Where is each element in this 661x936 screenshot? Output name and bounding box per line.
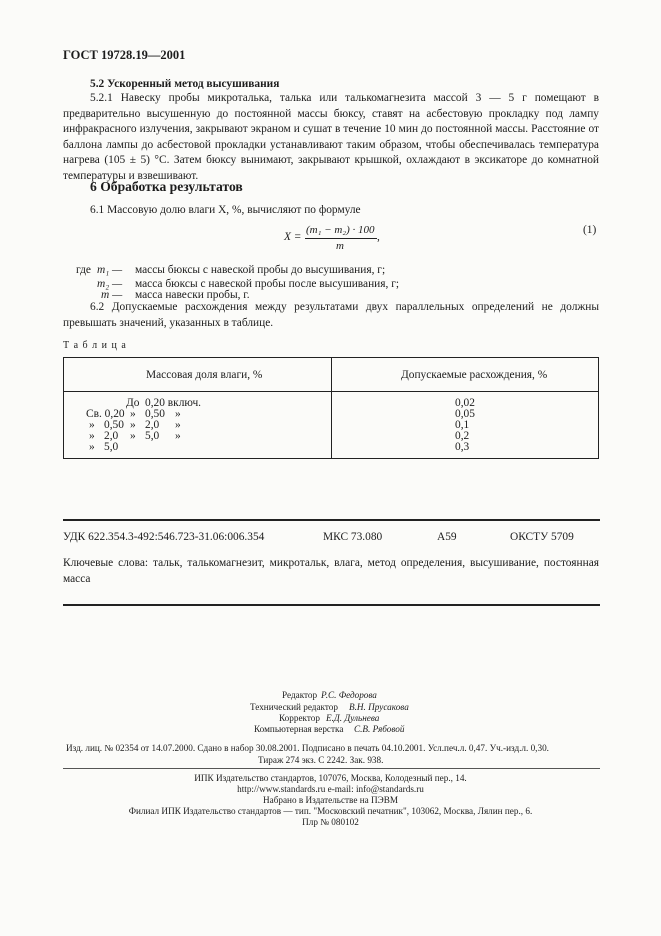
group-code: А59: [437, 531, 457, 543]
table-cell: »: [175, 408, 181, 420]
table-cell: 0,50: [104, 419, 124, 431]
table-cell-value: 0,3: [455, 441, 470, 453]
corrector-label: Корректор: [279, 713, 320, 723]
table-row: »: [89, 430, 95, 442]
section-5-2-title: 5.2 Ускоренный метод высушивания: [90, 78, 280, 90]
paragraph-5-2-1: 5.2.1 Навеску пробы микроталька, талька или талькомагнезита массой 3 — 5 г помещают в предварительно высушенную до постоянной массы бюксу, ставят на асбестовую прокладку под лампу инфракрасного излучения, закрывают экраном и сушат в течение 10 мин до постоянной массы. Расстояние от баллона лампы до асбестовой прокладки устанавливают таким образом, чтобы обеспечивалась температура нагрева (105 ± 5) °С. Затем бюксу вынимают, закрывают крышкой, охлаждают в эксикаторе до комнатной температуры и взвешивают.: [63, 92, 599, 182]
editor-label: Редактор: [282, 690, 318, 700]
udk-code: УДК 622.354.3-492:546.723-31.06:006.354: [63, 531, 265, 543]
corrector-name: Е.Д. Дульнева: [326, 713, 380, 723]
publisher-plr: Плр № 080102: [302, 817, 359, 827]
table-cell-value: 0,2: [455, 430, 470, 442]
table-cell-value: 0,05: [455, 408, 475, 420]
imprint-rule: [63, 768, 600, 769]
formula-comma: ,: [377, 231, 380, 243]
paragraph-6-2: 6.2 Допускаемые расхождения между результатами двух параллельных определений не должны превышать значений, указанных в таблице.: [63, 301, 599, 329]
fraction-bar: [305, 238, 377, 239]
table-cell-value: 0,02: [455, 397, 475, 409]
table-cell: »: [130, 419, 136, 431]
table-header-tolerance: Допускаемые расхождения, %: [401, 369, 548, 381]
table-cell: 5,0: [145, 430, 160, 442]
table-cell: 5,0: [104, 441, 119, 453]
table-cell: »: [130, 430, 136, 442]
table-cell: 2,0: [104, 430, 119, 442]
table-cell: »: [175, 430, 181, 442]
where-text-m1: массы бюксы с навеской пробы до высушивания, г;: [135, 264, 386, 276]
publisher-typeset: Набрано в Издательстве на ПЭВМ: [262, 795, 399, 805]
table-cell: »: [175, 419, 181, 431]
table-row: До: [126, 397, 140, 409]
keywords: Ключевые слова: тальк, талькомагнезит, микротальк, влага, метод определения, высушивание, постоянная масса: [63, 557, 599, 585]
table-cell: 0,50: [145, 408, 165, 420]
okstu-code: ОКСТУ 5709: [510, 531, 574, 543]
layout-label: Компьютерная верстка: [254, 724, 344, 734]
table-header-moisture: Массовая доля влаги, %: [146, 369, 263, 381]
formula-number: (1): [583, 224, 597, 236]
formula-denominator: m: [336, 240, 344, 252]
where-symbol-m: m —: [101, 289, 123, 301]
table-cell-value: 0,1: [455, 419, 470, 431]
mks-code: МКС 73.080: [323, 531, 383, 543]
publisher-branch: Филиал ИПК Издательство стандартов — тип. "Московский печатник", 103062, Москва, Лялин пер., 6.: [128, 806, 533, 816]
where-prefix: где: [76, 264, 91, 276]
paragraph-6-1: 6.1 Массовую долю влаги X, %, вычисляют по формуле: [90, 204, 361, 216]
table-caption: Т а б л и ц а: [63, 340, 127, 351]
tech-editor-name: В.Н. Прусакова: [349, 702, 409, 712]
table-row: Св. 0,20: [86, 408, 125, 420]
layout-name: С.В. Рябовой: [354, 724, 405, 734]
table-cell: 0,20 включ.: [145, 397, 202, 409]
publisher-web: http://www.standards.ru e-mail: info@standards.ru: [237, 784, 424, 794]
top-rule: [63, 519, 600, 521]
section-6-title: 6 Обработка результатов: [90, 179, 243, 194]
table-cell: 2,0: [145, 419, 160, 431]
where-text-m: масса навески пробы, г.: [135, 289, 250, 301]
imprint-print-run: Тираж 274 экз. С 2242. Зак. 938.: [258, 755, 384, 765]
formula-lhs: X =: [284, 231, 302, 243]
where-symbol-m1: m₁ —: [97, 264, 123, 276]
document-header: ГОСТ 19728.19—2001: [63, 48, 186, 62]
imprint-license: Изд. лиц. № 02354 от 14.07.2000. Сдано в набор 30.08.2001. Подписано в печать 04.10.2001. Усл.печ.л. 0,47. Уч.-изд.л. 0,30.: [66, 743, 549, 753]
where-symbol-m2: m₂ —: [97, 278, 123, 290]
table-row: »: [89, 441, 95, 453]
editor-name: Р.С. Федорова: [321, 690, 377, 700]
tech-editor-label: Технический редактор: [250, 702, 338, 712]
table-row: »: [89, 419, 95, 431]
bottom-rule: [63, 604, 600, 606]
formula-numerator: (m₁ − m₂) · 100: [306, 224, 375, 236]
where-text-m2: масса бюксы с навеской пробы после высушивания, г;: [135, 278, 400, 290]
table-cell: »: [130, 408, 136, 420]
tolerance-table: [63, 357, 599, 459]
publisher-address: ИПК Издательство стандартов, 107076, Москва, Колодезный пер., 14.: [194, 773, 467, 783]
